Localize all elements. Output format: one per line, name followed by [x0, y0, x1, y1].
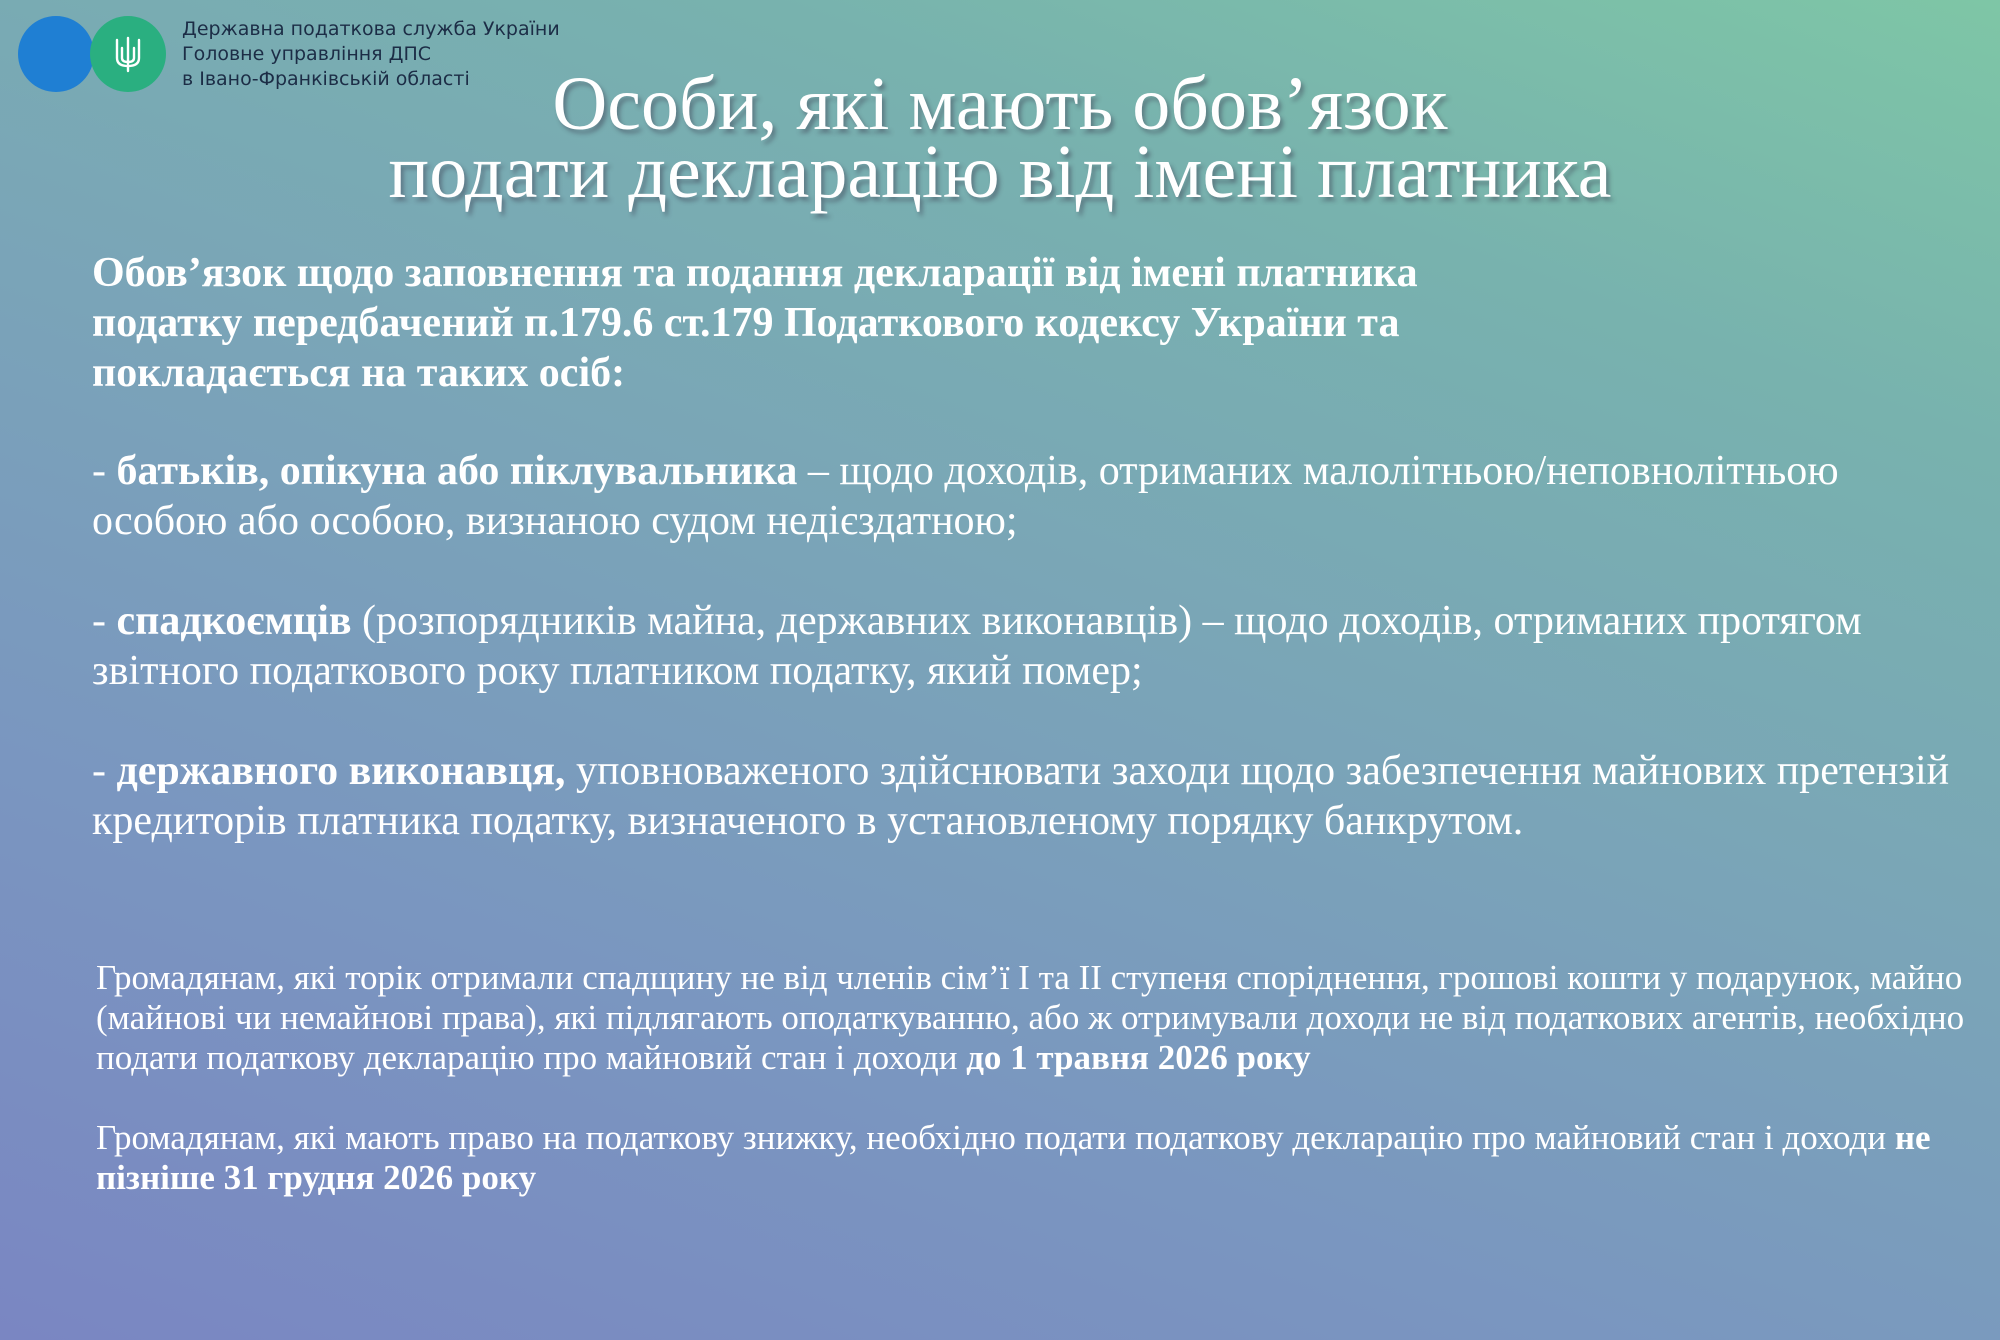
note-deadline: не пізніше 31 грудня 2026 року: [96, 1118, 1931, 1197]
org-line-1: Державна податкова служба України: [182, 17, 560, 40]
trident-icon: [113, 34, 143, 74]
deadline-notes: [96, 958, 1976, 1238]
list-item-heirs: [92, 596, 1972, 696]
org-line-2: Головне управління ДПС: [182, 42, 432, 65]
item-dash: -: [92, 598, 117, 644]
item-bold-term: державного виконавця,: [116, 748, 566, 794]
item-dash: -: [92, 448, 117, 494]
intro-line-1: Обов’язок щодо заповнення та подання декларації від імені платника: [92, 250, 1418, 296]
obligated-persons-list: [92, 446, 1972, 896]
note-may-deadline: [96, 958, 1976, 1078]
intro-paragraph: [92, 248, 1892, 398]
page-title: [0, 62, 2000, 214]
item-bold-term: спадкоємців: [116, 598, 352, 644]
note-december-deadline: [96, 1118, 1976, 1198]
item-text: уповноваженого здійснювати заходи щодо забезпечення майнових претензій кредиторів платника податку, визначеного в установленому порядку банкрутом.: [92, 748, 1950, 844]
list-item-parents: [92, 446, 1972, 546]
title-line-2: подати декларацію від імені платника: [388, 130, 1612, 214]
intro-line-2: податку передбачений п.179.6 ст.179 Податкового кодексу України та: [92, 300, 1400, 346]
item-dash: -: [92, 748, 117, 794]
org-line-3: в Івано-Франківській області: [182, 67, 470, 90]
item-text: (розпорядників майна, державних виконавців) – щодо доходів, отриманих протягом звітного податкового року платником податку, який помер;: [92, 598, 1862, 694]
intro-line-3: покладається на таких осіб:: [92, 350, 626, 396]
note-text: Громадянам, які мають право на податкову знижку, необхідно подати податкову декларацію про майновий стан і доходи: [96, 1118, 1895, 1157]
title-line-1: Особи, які мають обов’язок: [552, 62, 1448, 146]
list-item-state-executor: [92, 746, 1972, 846]
note-text: Громадянам, які торік отримали спадщину не від членів сім’ї I та II ступеня споріднення, грошові кошти у подарунок, майно (майнові чи немайнові права), які підлягають оподаткуванню, або ж отримували доходи не від податкових агентів, необхідно подати податкову декларацію про майновий стан і доходи: [96, 958, 1965, 1077]
item-text: – щодо доходів, отриманих малолітньою/неповнолітньою особою або особою, визнаною судом недієздатною;: [92, 448, 1839, 544]
note-deadline: до 1 травня 2026 року: [966, 1038, 1311, 1077]
item-bold-term: батьків, опікуна або піклувальника: [116, 448, 798, 494]
